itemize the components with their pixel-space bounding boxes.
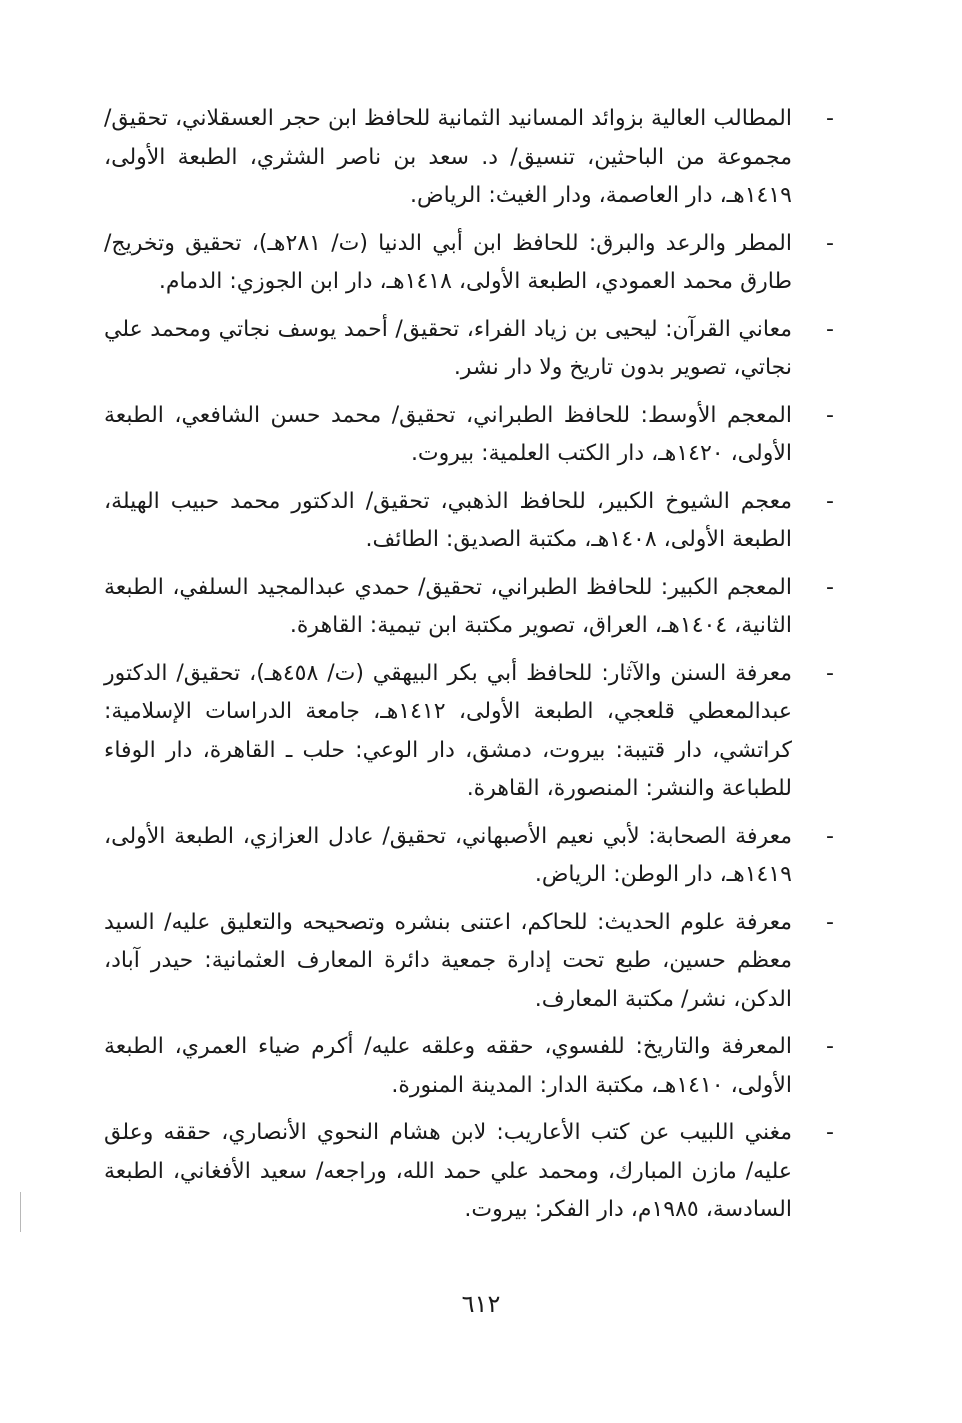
entry-text: معرفة الصحابة: لأبي نعيم الأصبهاني، تحقيق/ عادل العزازي، الطبعة الأولى، ١٤١٩هـ، دار الوطن: الرياض. bbox=[104, 823, 792, 887]
entry-text: المعرفة والتاريخ: للفسوي، حققه وعلقه عليه/ أكرم ضياء العمري، الطبعة الأولى، ١٤١٠هـ، مكتبة الدار: المدينة المنورة. bbox=[104, 1034, 792, 1098]
margin-mark bbox=[20, 1192, 21, 1232]
entry-text: المعجم الكبير: للحافظ الطبراني، تحقيق/ حمدي عبدالمجيد السلفي، الطبعة الثانية، ١٤٠٤هـ، العراق، تصوير مكتبة ابن تيمية: القاهرة. bbox=[104, 574, 792, 638]
bibliography-entry bbox=[104, 397, 842, 474]
entry-text: معرفة علوم الحديث: للحاكم، اعتنى بنشره وتصحيحه والتعليق عليه/ السيد معظم حسين، طبع تحت إدارة جمعية دائرة المعارف العثمانية: حيدر آباد، الدكن، نشر/ مكتبة المعارف. bbox=[104, 909, 792, 1012]
entry-bullet: - bbox=[826, 316, 834, 342]
bibliography-list bbox=[104, 100, 842, 1239]
bibliography-entry bbox=[104, 818, 842, 895]
entry-text: معجم الشيوخ الكبير، للحافظ الذهبي، تحقيق/ الدكتور محمد حبيب الهيلة، الطبعة الأولى، ١٤٠٨هـ، مكتبة الصديق: الطائف. bbox=[104, 488, 792, 552]
bibliography-entry bbox=[104, 483, 842, 560]
bibliography-entry bbox=[104, 569, 842, 646]
entry-bullet: - bbox=[826, 574, 834, 600]
entry-bullet: - bbox=[826, 909, 834, 935]
bibliography-entry bbox=[104, 311, 842, 388]
entry-bullet: - bbox=[826, 488, 834, 514]
entry-bullet: - bbox=[826, 660, 834, 686]
entry-bullet: - bbox=[826, 1034, 834, 1059]
bibliography-entry bbox=[104, 655, 842, 809]
entry-text: المعجم الأوسط: للحافظ الطبراني، تحقيق/ محمد حسن الشافعي، الطبعة الأولى، ١٤٢٠هـ، دار الكتب العلمية: بيروت. bbox=[104, 402, 792, 466]
page-number: ٦١٢ bbox=[461, 1290, 501, 1318]
bibliography-entry bbox=[104, 225, 842, 302]
bibliography-entry bbox=[104, 100, 842, 216]
entry-text: المطالب العالية بزوائد المسانيد الثمانية للحافظ ابن حجر العسقلاني، تحقيق/ مجموعة من الباحثين، تنسيق/ د. سعد بن ناصر الشثري، الطبعة الأولى، ١٤١٩هـ، دار العاصمة، ودار الغيث: الرياض. bbox=[104, 106, 792, 208]
entry-text: معاني القرآن: ليحيى بن زياد الفراء، تحقيق/ أحمد يوسف نجاتي ومحمد علي نجاتي، تصوير بدون تاريخ ولا دار نشر. bbox=[104, 316, 792, 380]
entry-text: مغني اللبيب عن كتب الأعاريب: لابن هشام النحوي الأنصاري، حققه وعلق عليه/ مازن المبارك، ومحمد علي حمد الله، وراجعه/ سعيد الأفغاني، الطبعة السادسة، ١٩٨٥م، دار الفكر: بيروت. bbox=[104, 1120, 792, 1222]
entry-bullet: - bbox=[826, 230, 834, 256]
entry-bullet: - bbox=[826, 823, 834, 849]
bibliography-entry bbox=[104, 1028, 842, 1105]
bibliography-entry bbox=[104, 904, 842, 1020]
entry-bullet: - bbox=[826, 402, 834, 428]
entry-bullet: - bbox=[826, 106, 834, 131]
entry-text: المطر والرعد والبرق: للحافظ ابن أبي الدنيا (ت/ ٢٨١هـ)، تحقيق وتخريج/ طارق محمد العمودي، الطبعة الأولى، ١٤١٨هـ، دار ابن الجوزي: الدمام. bbox=[104, 230, 792, 294]
bibliography-entry bbox=[104, 1114, 842, 1230]
entry-bullet: - bbox=[826, 1120, 834, 1145]
entry-text: معرفة السنن والآثار: للحافظ أبي بكر البيهقي (ت/ ٤٥٨هـ)، تحقيق/ الدكتور عبدالمعطي قلعجي، الطبعة الأولى، ١٤١٢هـ، جامعة الدراسات الإسلامية: كراتشي، دار قتيبة: بيروت، دمشق، دار الوعي: حلب ـ القاهرة، دار الوفاء للطباعة والنشر: المنصورة، القاهرة. bbox=[104, 660, 793, 801]
